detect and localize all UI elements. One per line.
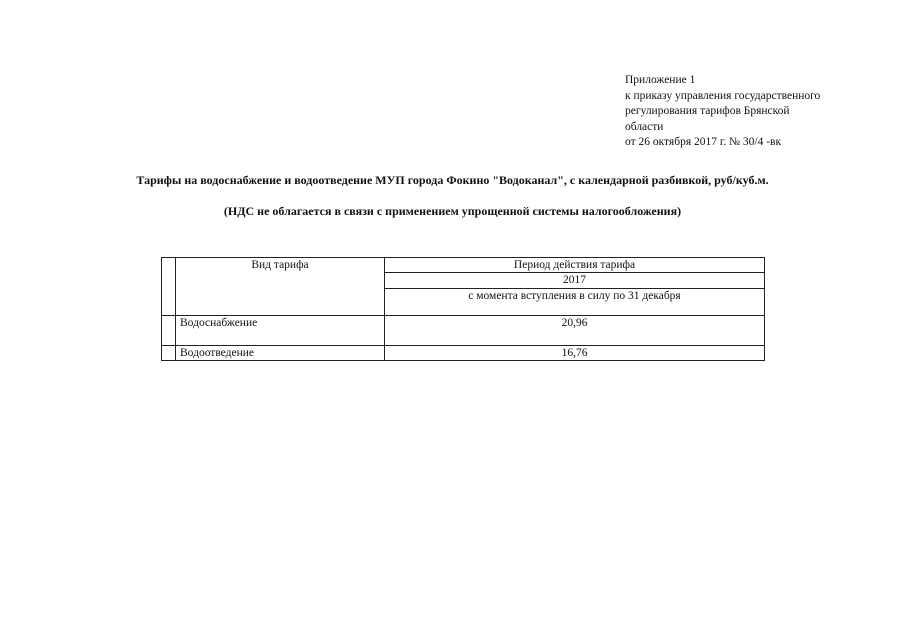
appendix-line: от 26 октября 2017 г. № 30/4 -вк [625,136,782,148]
appendix-line: области [625,120,664,133]
table-row [162,316,765,346]
appendix-line: к приказу управления государственного [625,89,821,102]
appendix-line: регулирования тарифов Брянской [625,105,790,117]
table-index-cell [162,316,176,346]
document-subtitle: (НДС не облагается в связи с применением упрощенной системы налогообложения) [223,204,682,218]
year-header: 2017 [385,273,765,289]
tariff-kind-cell: Водоотведение [176,346,385,361]
tariff-kind-cell: Водоснабжение [176,316,385,346]
table-index-cell [162,346,176,361]
table-row [162,346,765,361]
period-header: Период действия тарифа [385,258,765,273]
tariff-table [161,257,765,361]
table-index-cell [162,258,176,316]
document-title: Тарифы на водоснабжение и водоотведение МУП города Фокино "Водоканал", с календарной разбивкой, руб/куб.м. [136,173,769,187]
tariff-value-cell: 20,96 [385,316,765,346]
kind-header: Вид тарифа [176,258,385,316]
table-header-row [162,258,765,273]
appendix-line: Приложение 1 [625,74,696,86]
appendix-block [625,73,885,151]
tariff-value-cell: 16,76 [385,346,765,361]
range-header: с момента вступления в силу по 31 декабря [385,289,765,316]
